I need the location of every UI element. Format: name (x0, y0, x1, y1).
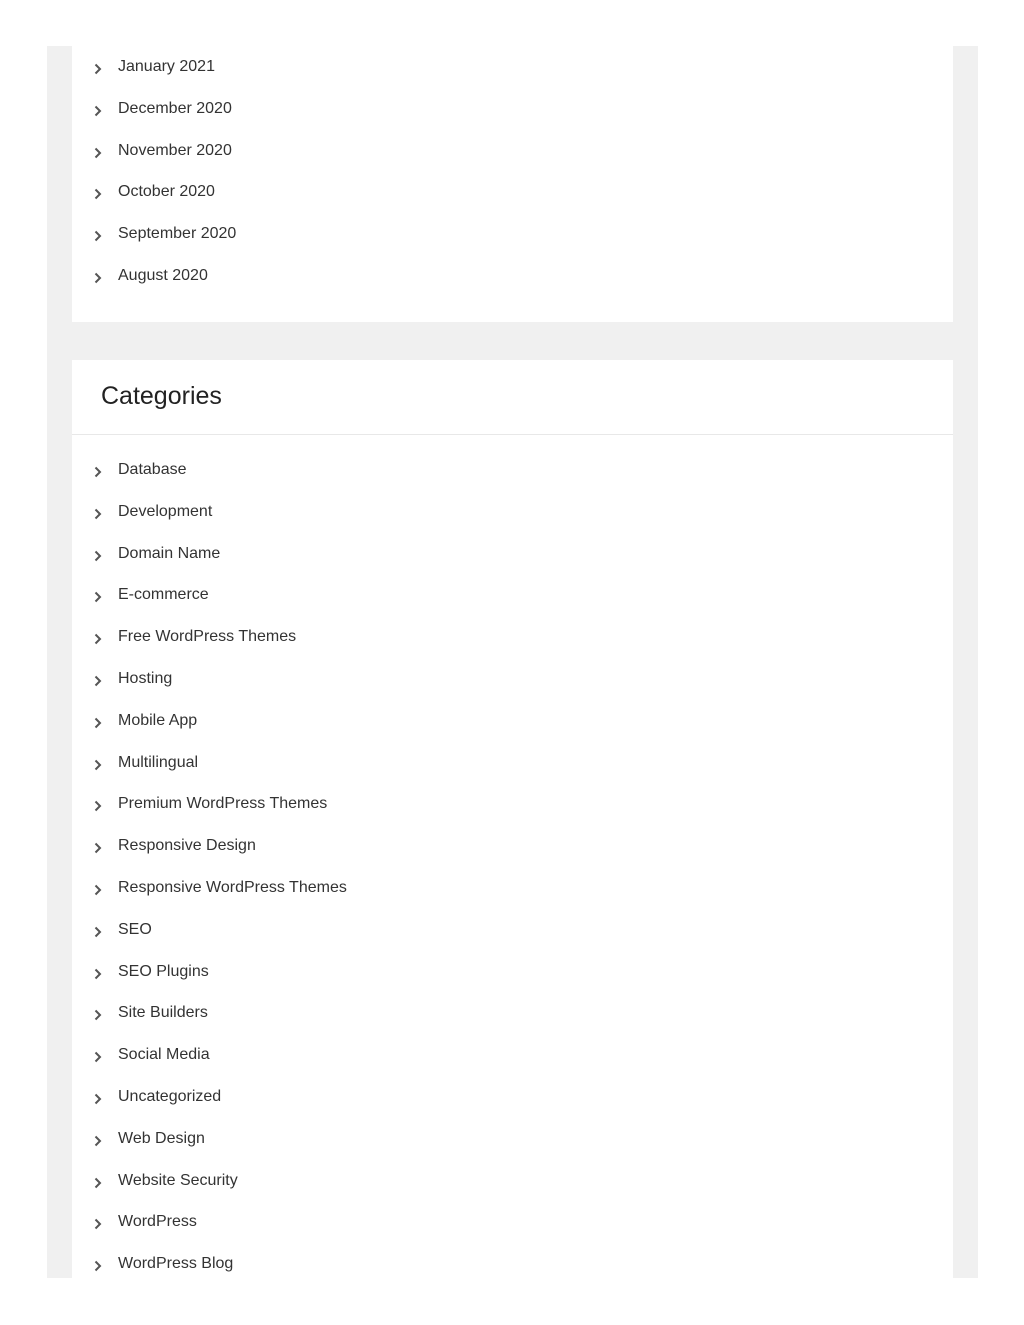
category-item (72, 660, 953, 702)
category-item (72, 1245, 953, 1278)
archive-item (72, 173, 953, 215)
chevron-right-icon (93, 716, 103, 730)
chevron-right-icon (93, 1134, 103, 1148)
category-link[interactable]: Responsive WordPress Themes (118, 878, 347, 896)
category-item (72, 785, 953, 827)
archive-link[interactable]: October 2020 (118, 183, 215, 201)
chevron-right-icon (93, 146, 103, 160)
chevron-right-icon (93, 229, 103, 243)
archive-item (72, 48, 953, 90)
archives-widget (72, 46, 953, 322)
categories-title: Categories (101, 382, 222, 410)
category-item (72, 1036, 953, 1078)
archive-item (72, 90, 953, 132)
categories-header (72, 360, 953, 435)
chevron-right-icon (93, 1217, 103, 1231)
chevron-right-icon (93, 1050, 103, 1064)
archive-link[interactable]: January 2021 (118, 58, 215, 75)
category-link[interactable]: Uncategorized (118, 1087, 222, 1105)
category-item (72, 744, 953, 786)
archive-item (72, 257, 953, 299)
category-link[interactable]: WordPress Blog (118, 1255, 234, 1273)
category-item (72, 451, 953, 493)
category-item (72, 576, 953, 618)
category-link[interactable]: Multilingual (118, 753, 199, 771)
chevron-right-icon (93, 841, 103, 855)
category-item (72, 702, 953, 744)
chevron-right-icon (93, 1176, 103, 1190)
chevron-right-icon (93, 104, 103, 118)
category-link[interactable]: Site Builders (118, 1004, 208, 1022)
chevron-right-icon (93, 1008, 103, 1022)
chevron-right-icon (93, 549, 103, 563)
category-item (72, 869, 953, 911)
chevron-right-icon (93, 590, 103, 604)
archives-list (72, 48, 953, 299)
archive-item (72, 215, 953, 257)
category-link[interactable]: Premium WordPress Themes (118, 795, 328, 813)
chevron-right-icon (93, 883, 103, 897)
archive-link[interactable]: December 2020 (118, 99, 232, 117)
category-link[interactable]: Web Design (118, 1129, 205, 1147)
category-link[interactable]: Hosting (118, 669, 173, 687)
category-link[interactable]: Responsive Design (118, 837, 256, 855)
chevron-right-icon (93, 925, 103, 939)
chevron-right-icon (93, 758, 103, 772)
chevron-right-icon (93, 465, 103, 479)
chevron-right-icon (93, 507, 103, 521)
sidebar (47, 46, 978, 1278)
category-link[interactable]: Domain Name (118, 544, 221, 562)
category-item (72, 994, 953, 1036)
chevron-right-icon (93, 187, 103, 201)
chevron-right-icon (93, 271, 103, 285)
category-item (72, 827, 953, 869)
category-link[interactable]: E-commerce (118, 586, 209, 604)
category-item (72, 493, 953, 535)
chevron-right-icon (93, 674, 103, 688)
category-item (72, 1162, 953, 1204)
category-link[interactable]: Database (118, 461, 187, 478)
category-item (72, 1203, 953, 1245)
category-link[interactable]: Mobile App (118, 711, 198, 729)
archive-link[interactable]: September 2020 (118, 225, 237, 243)
category-link[interactable]: SEO Plugins (118, 962, 209, 980)
category-link[interactable]: Development (118, 502, 213, 520)
category-link[interactable]: Social Media (118, 1046, 210, 1064)
archive-item (72, 132, 953, 174)
archive-link[interactable]: August 2020 (118, 266, 208, 284)
chevron-right-icon (93, 799, 103, 813)
chevron-right-icon (93, 632, 103, 646)
chevron-right-icon (93, 1092, 103, 1106)
category-item (72, 953, 953, 995)
category-item (72, 1120, 953, 1162)
category-link[interactable]: WordPress (118, 1213, 197, 1231)
categories-widget (72, 360, 953, 1278)
category-link[interactable]: Free WordPress Themes (118, 628, 297, 646)
category-item (72, 535, 953, 577)
category-item (72, 911, 953, 953)
categories-list (72, 451, 953, 1278)
chevron-right-icon (93, 967, 103, 981)
chevron-right-icon (93, 1259, 103, 1273)
category-item (72, 618, 953, 660)
category-link[interactable]: SEO (118, 920, 152, 938)
chevron-right-icon (93, 62, 103, 76)
archive-link[interactable]: November 2020 (118, 141, 232, 159)
category-link[interactable]: Website Security (118, 1171, 238, 1189)
category-item (72, 1078, 953, 1120)
